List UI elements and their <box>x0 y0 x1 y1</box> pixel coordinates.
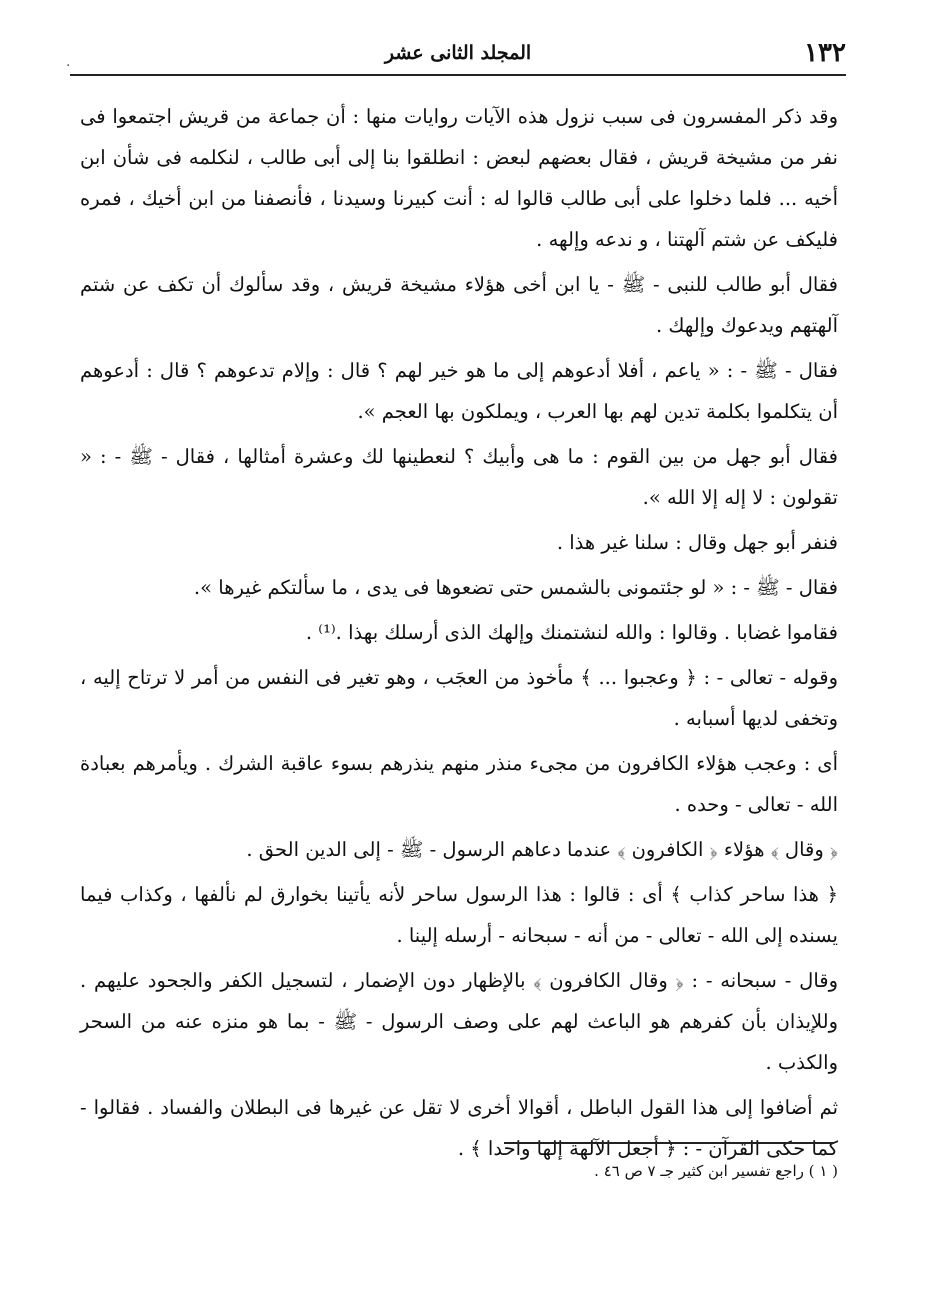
paragraph: وقد ذكر المفسرون فى سبب نزول هذه الآيات روايات منها : أن جماعة من قريش اجتمعوا فى نفر من مشيخة قريش ، فقال بعضهم لبعض : انطلقوا بنا إلى أبى طالب ، لنكلمه فى شأن ابن أخيه ... فلما دخلوا على أبى طالب قالوا له : أنت كبيرنا وسيدنا ، فأنصفنا من ابن أخيك ، فمره فليكف عن شتم آلهتنا ، و ندعه وإلهه . <box>80 105 838 251</box>
scan-speck: · <box>66 58 71 74</box>
paragraph: فقال - ﷺ - : « لو جئتمونى بالشمس حتى تضعوها فى يدى ، ما سألتكم غيرها ». <box>193 576 838 599</box>
paragraph: وقوله - تعالى - : ﴿ وعجبوا ... ﴾ مأخوذ من العجَب ، وهو تغير فى النفس من أمر لا ترتاح إليه ، وتخفى لديها أسبابه . <box>80 666 838 730</box>
page-number: ١٣٢ <box>804 38 846 68</box>
paragraph: وقال - سبحانه - : ﴿ وقال الكافرون ﴾ بالإظهار دون الإضمار ، لتسجيل الكفر والجحود عليهم . وللإيذان بأن كفرهم هو الباعث لهم على وصف الرسول - ﷺ - بما هو منزه عنه من السحر والكذب . <box>80 969 838 1074</box>
paragraph: أى : وعجب هؤلاء الكافرون من مجىء منذر منهم ينذرهم بسوء عاقبة الشرك . ويأمرهم بعبادة الله - تعالى - وحده . <box>80 752 838 816</box>
footnote-divider <box>504 1142 834 1144</box>
running-title: المجلد الثانى عشر <box>384 42 532 64</box>
paragraph: فنفر أبو جهل وقال : سلنا غير هذا . <box>556 531 838 554</box>
footnote: ( ١ ) راجع تفسير ابن كثير جـ ٧ ص ٤٦ . <box>594 1162 838 1180</box>
page-header <box>70 38 846 76</box>
paragraph: ﴿ وقال ﴾ هؤلاء ﴿ الكافرون ﴾ عندما دعاهم الرسول - ﷺ - إلى الدين الحق . <box>246 838 838 861</box>
paragraph: ﴿ هذا ساحر كذاب ﴾ أى : قالوا : هذا الرسول ساحر لأنه يأتينا بخوارق لم نألفها ، وكذاب فيما يسنده إلى الله - تعالى - من أنه - سبحانه - أرسله إلينا . <box>80 883 838 947</box>
paragraph: فقال أبو جهل من بين القوم : ما هى وأبيك ؟ لنعطينها لك وعشرة أمثالها ، فقال - ﷺ - : « تقولون : لا إله إلا الله ». <box>80 445 838 509</box>
main-text <box>80 96 838 1173</box>
paragraph: فقاموا غضابا . وقالوا : والله لنشتمنك وإلهك الذى أرسلك بهذا .⁽¹⁾ . <box>305 621 838 644</box>
paragraph: فقال أبو طالب للنبى - ﷺ - يا ابن أخى هؤلاء مشيخة قريش ، وقد سألوك أن تكف عن شتم آلهتهم ويدعوك وإلهك . <box>80 273 838 337</box>
paragraph: فقال - ﷺ - : « ياعم ، أفلا أدعوهم إلى ما هو خير لهم ؟ قال : وإلام تدعوهم ؟ قال : أدعوهم أن يتكلموا بكلمة تدين لهم بها العرب ، ويملكون بها العجم ». <box>80 359 838 423</box>
paragraph: ثم أضافوا إلى هذا القول الباطل ، أقوالا أخرى لا تقل عن غيرها فى البطلان والفساد . فقالوا - كما حكى القرآن - : ﴿ أجعل الآلهة إلها واحدا ﴾ . <box>80 1096 838 1160</box>
